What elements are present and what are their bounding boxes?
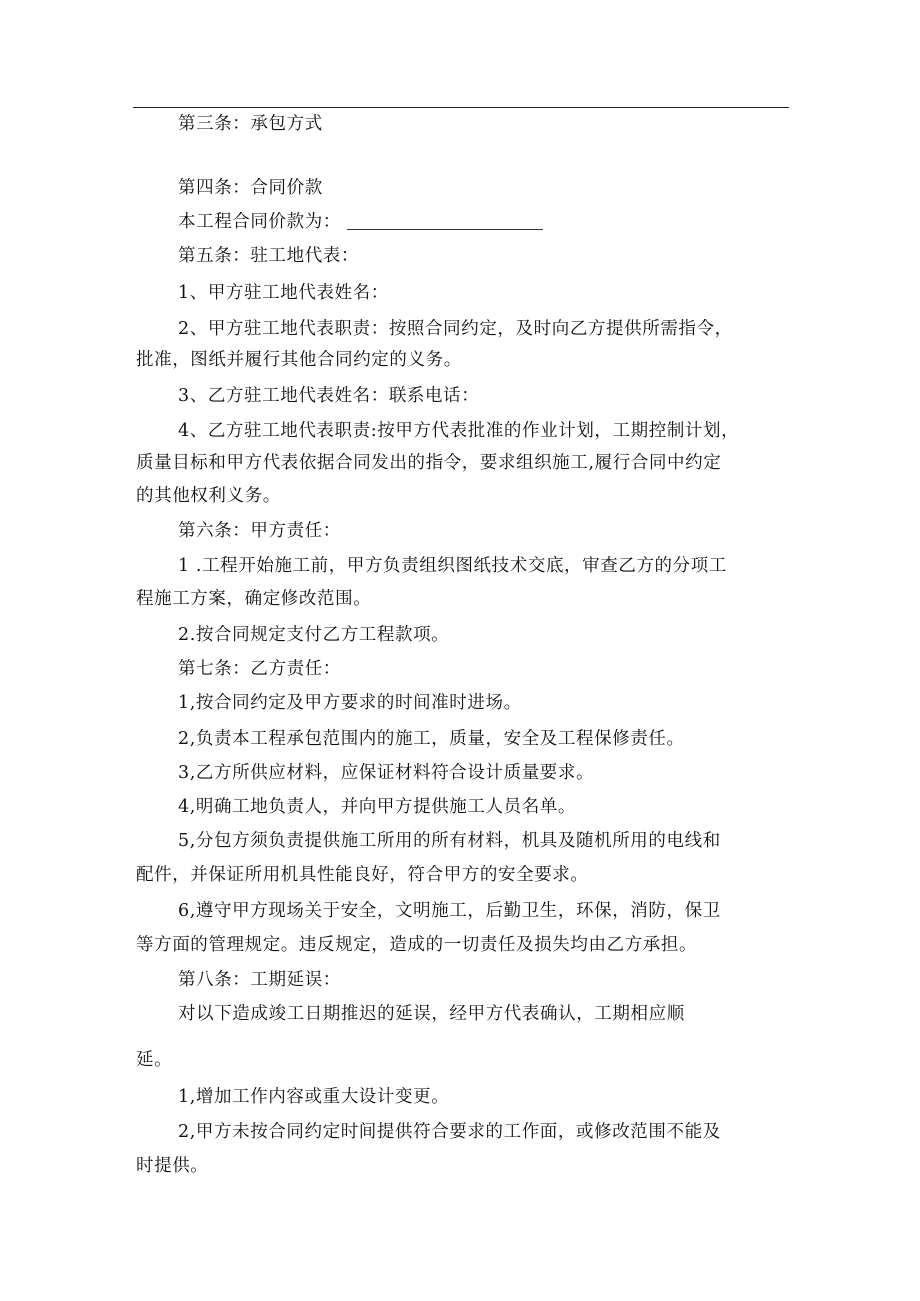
article8-item2-line1: 2,甲方未按合同约定时间提供符合要求的工作面，或修改范围不能及 xyxy=(178,1122,721,1142)
header-rule xyxy=(133,107,789,108)
article7-item2: 2,负责本工程承包范围内的施工，质量，安全及工程保修责任。 xyxy=(178,729,685,749)
article8-intro-line2: 延。 xyxy=(136,1050,173,1070)
article5-item1: 1、甲方驻工地代表姓名： xyxy=(178,283,389,303)
article5-item4-line1: 4、乙方驻工地代表职责:按甲方代表批准的作业计划，工期控制计划， xyxy=(178,421,740,441)
article8-intro-line1: 对以下造成竣工日期推迟的延误，经甲方代表确认，工期相应顺 xyxy=(178,1004,685,1024)
article7-item5-line1: 5,分包方须负责提供施工所用的所有材料，机具及随机所用的电线和 xyxy=(178,831,721,851)
article6-item2: 2.按合同规定支付乙方工程款项。 xyxy=(178,625,450,645)
article7-item5-line2: 配件，并保证所用机具性能良好，符合甲方的安全要求。 xyxy=(136,865,589,885)
article8-item1: 1,增加工作内容或重大设计变更。 xyxy=(178,1087,450,1107)
article5-item3: 3、乙方驻工地代表姓名：联系电话： xyxy=(178,386,480,406)
article6-item1-line1: 1 .工程开始施工前，甲方负责组织图纸技术交底，审查乙方的分项工 xyxy=(178,556,727,576)
contract-price-line xyxy=(178,211,838,233)
contract-price-blank xyxy=(347,213,543,230)
article5-item4-line2: 质量目标和甲方代表依据合同发出的指令，要求组织施工,履行合同中约定 xyxy=(136,453,722,473)
article5-item2-line2: 批准，图纸并履行其他合同约定的义务。 xyxy=(136,350,462,370)
article5-item2-line1: 2、甲方驻工地代表职责：按照合同约定，及时向乙方提供所需指令， xyxy=(178,319,733,339)
article4-heading: 第四条：合同价款 xyxy=(178,178,323,198)
article7-item6-line2: 等方面的管理规定。违反规定，造成的一切责任及损失均由乙方承担。 xyxy=(136,935,698,955)
article7-heading: 第七条：乙方责任： xyxy=(178,659,341,679)
article7-item6-line1: 6,遵守甲方现场关于安全，文明施工，后勤卫生，环保，消防，保卫 xyxy=(178,901,721,921)
article7-item1: 1,按合同约定及甲方要求的时间准时进场。 xyxy=(178,693,522,713)
article5-heading: 第五条：驻工地代表： xyxy=(178,246,359,266)
article8-heading: 第八条：工期延误： xyxy=(178,970,341,990)
article8-item2-line2: 时提供。 xyxy=(136,1156,209,1176)
contract-price-label: 本工程合同价款为： xyxy=(178,212,341,232)
article3-heading: 第三条：承包方式 xyxy=(178,114,323,134)
article7-item3: 3,乙方所供应材料，应保证材料符合设计质量要求。 xyxy=(178,763,595,783)
article6-heading: 第六条：甲方责任： xyxy=(178,521,341,541)
article6-item1-line2: 程施工方案，确定修改范围。 xyxy=(136,589,372,609)
article5-item4-line3: 的其他权利义务。 xyxy=(136,486,281,506)
article7-item4: 4,明确工地负责人，并向甲方提供施工人员名单。 xyxy=(178,797,576,817)
